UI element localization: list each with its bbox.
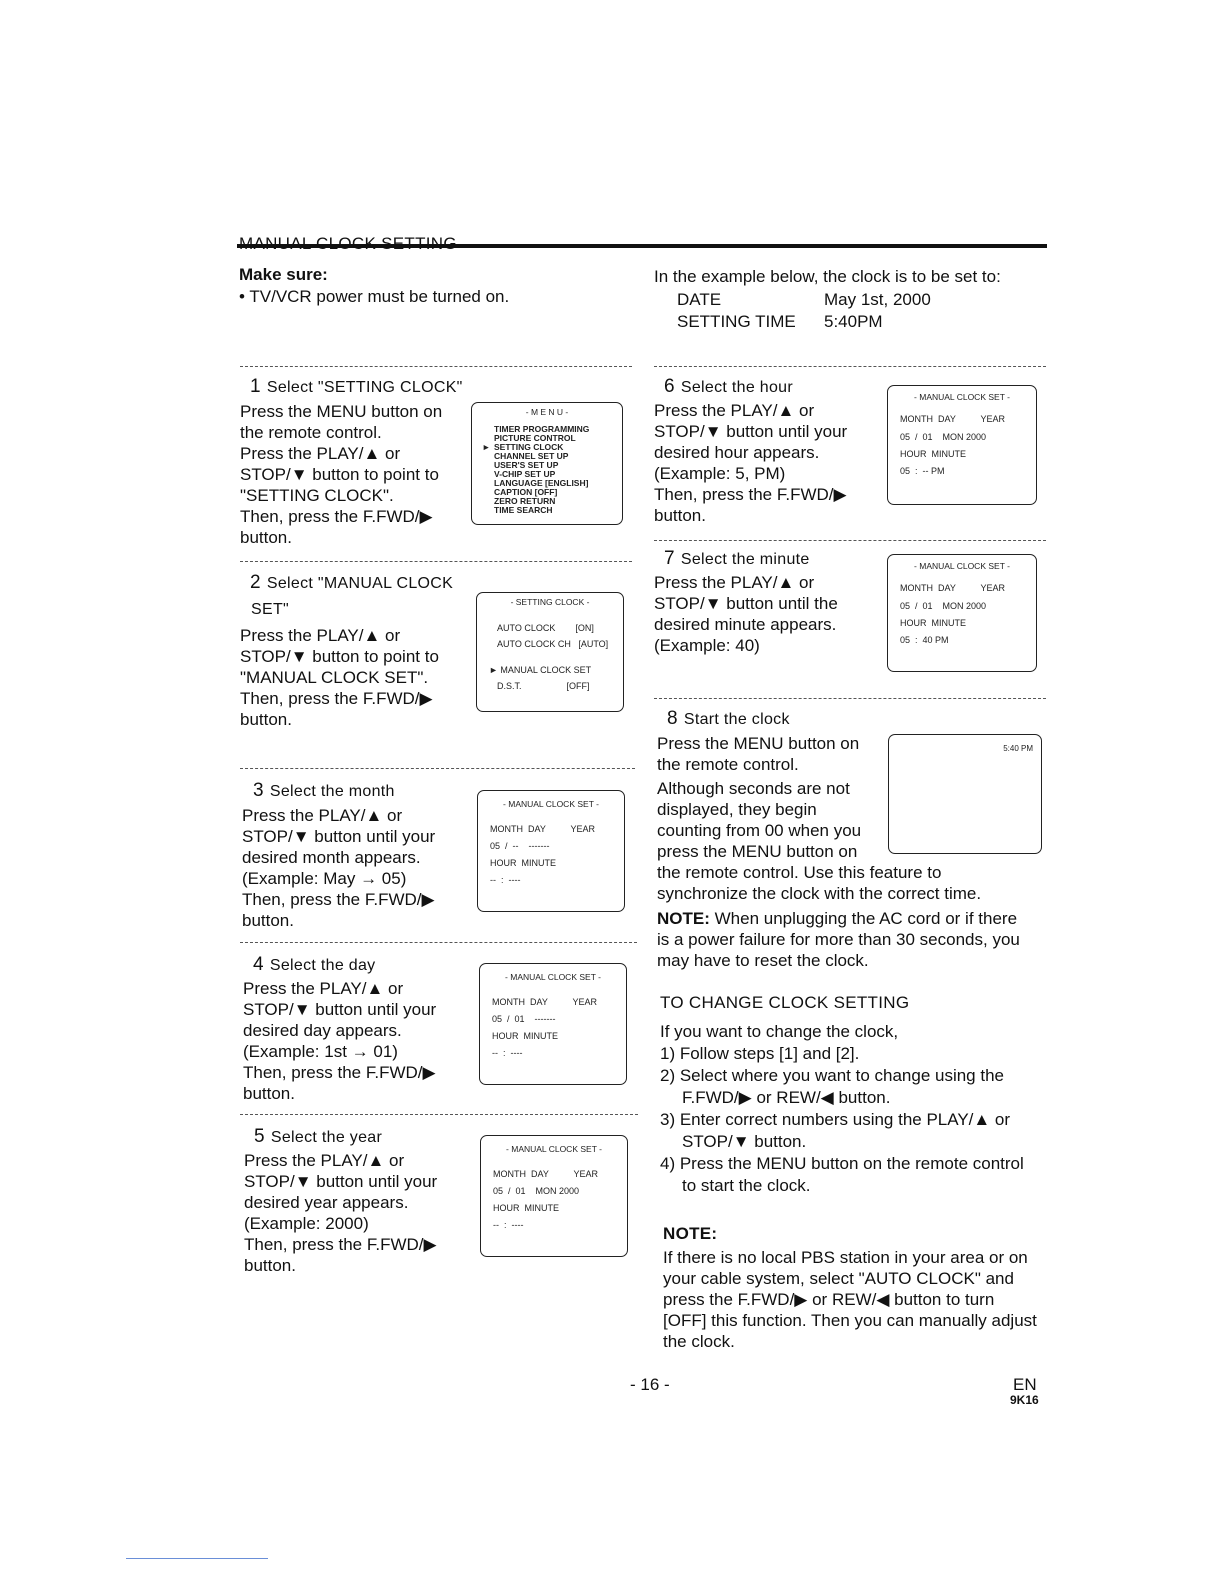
model-code: 9K16 (1010, 1393, 1039, 1407)
text-line: is a power failure for more than 30 seconds, you (657, 930, 1020, 949)
time-value: -- : ---- (493, 1220, 524, 1230)
step-number: 6 (664, 376, 675, 397)
text-line: desired day appears. (243, 1021, 402, 1040)
make-sure-item: • TV/VCR power must be turned on. (239, 287, 510, 306)
screen-title: - MANUAL CLOCK SET - (505, 972, 601, 982)
text-line: Press the PLAY/▲ or (240, 444, 401, 463)
text-line: "MANUAL CLOCK SET". (240, 668, 429, 687)
divider (240, 366, 632, 367)
example-intro: In the example below, the clock is to be set to: (654, 267, 1001, 286)
step-number: 3 (253, 780, 264, 801)
text-line: the clock. (663, 1332, 735, 1351)
manual-clock-set-row: ► MANUAL CLOCK SET (489, 665, 592, 675)
date-labels: MONTH DAY YEAR (900, 414, 1006, 424)
divider (654, 540, 1046, 541)
text-line: Press the PLAY/▲ or (243, 979, 404, 998)
text-line: Press the PLAY/▲ or (242, 806, 403, 825)
text-line: STOP/▼ button to point to (240, 465, 439, 484)
list-item: 2) Select where you want to change using the (660, 1066, 1004, 1085)
text-line: Then, press the F.FWD/▶ (242, 890, 435, 909)
menu-item: PICTURE CONTROL (494, 433, 576, 443)
text-line: counting from 00 when you (657, 821, 862, 840)
menu-item: LANGUAGE [ENGLISH] (494, 478, 589, 488)
note-title: NOTE: (663, 1224, 718, 1243)
text-line: Although seconds are not (657, 779, 850, 798)
screen-title: - MANUAL CLOCK SET - (503, 799, 599, 809)
date-value: 05 / 01 MON 2000 (900, 432, 987, 442)
date-value: 05 / 01 MON 2000 (900, 601, 987, 611)
text-line: "SETTING CLOCK". (240, 486, 394, 505)
pointer-icon: ► (482, 442, 491, 452)
step-2-body (240, 625, 439, 730)
time-labels: HOUR MINUTE (900, 618, 966, 628)
text-line: Then, press the F.FWD/▶ (654, 485, 847, 504)
text-line: STOP/▼ button until your (243, 1000, 437, 1019)
step-title-text: Select the month (269, 783, 395, 800)
menu-screen (471, 402, 623, 525)
time-labels: HOUR MINUTE (492, 1031, 558, 1041)
date-labels: MONTH DAY YEAR (493, 1169, 599, 1179)
menu-item-selected (482, 442, 589, 452)
date-label: DATE (677, 290, 722, 309)
text-line: Press the PLAY/▲ or (240, 626, 401, 645)
step-title-text: Select the hour (680, 379, 793, 396)
step-3-title (253, 780, 395, 802)
step-2-title (250, 572, 453, 594)
screen-title: - SETTING CLOCK - (510, 597, 590, 607)
text-line: (Example: May → 05) (242, 869, 407, 888)
text-line: button. (240, 710, 292, 729)
text-line: displayed, they begin (657, 800, 817, 819)
menu-item-label: SETTING CLOCK (494, 442, 564, 452)
text-line: button. (240, 528, 292, 547)
step-6-body (654, 400, 847, 526)
text-line: button. (244, 1256, 296, 1275)
menu-item: CHANNEL SET UP (494, 451, 569, 461)
step-number: 4 (253, 954, 264, 975)
step-5-body (244, 1150, 437, 1276)
step-6-title (664, 376, 793, 398)
time-value: 05 : 40 PM (900, 635, 949, 645)
text-line: Then, press the F.FWD/▶ (240, 507, 433, 526)
text-line: Then, press the F.FWD/▶ (240, 689, 433, 708)
text-line: desired hour appears. (654, 443, 820, 462)
auto-clock-row: AUTO CLOCK [ON] (497, 623, 594, 633)
text-line: (Example: 5, PM) (654, 464, 786, 483)
step-1-body (240, 401, 442, 548)
list-item: to start the clock. (682, 1176, 811, 1195)
page-number: - 16 - (630, 1375, 670, 1394)
date-labels: MONTH DAY YEAR (900, 583, 1006, 593)
text-line: STOP/▼ button to point to (240, 647, 439, 666)
dst-row: D.S.T. [OFF] (497, 681, 590, 691)
text-line: (Example: 1st → 01) (243, 1042, 398, 1061)
menu-item: V-CHIP SET UP (494, 469, 556, 479)
text-line: STOP/▼ button until your (242, 827, 436, 846)
note-body (663, 1247, 1037, 1352)
date-value: 05 / 01 MON 2000 (493, 1186, 580, 1196)
text-line: Press the PLAY/▲ or (654, 401, 815, 420)
page-title: MANUAL CLOCK SETTING (239, 234, 457, 253)
text-line: button. (243, 1084, 295, 1103)
date-labels: MONTH DAY YEAR (490, 824, 596, 834)
screen-title: - MANUAL CLOCK SET - (506, 1144, 602, 1154)
text-line: button. (654, 506, 706, 525)
menu-item: TIME SEARCH (494, 505, 553, 515)
step-title-text: Select the day (269, 957, 376, 974)
step-title-text: Select the minute (680, 551, 810, 568)
list-item: 4) Press the MENU button on the remote control (660, 1154, 1024, 1173)
language-code: EN (1013, 1375, 1037, 1394)
menu-item: USER'S SET UP (494, 460, 559, 470)
setting-clock-screen (476, 592, 624, 712)
divider (240, 1114, 638, 1115)
time-value: -- : ---- (490, 875, 521, 885)
text-line: your cable system, select "AUTO CLOCK" and (663, 1269, 1014, 1288)
text-line: [OFF] this function. Then you can manually adjust (663, 1311, 1037, 1330)
hour-screen (887, 385, 1037, 505)
menu-item: ZERO RETURN (494, 496, 556, 506)
step-title-text: Select the year (270, 1129, 383, 1146)
step-number: 7 (664, 548, 675, 569)
change-title: TO CHANGE CLOCK SETTING (660, 993, 910, 1012)
divider (240, 942, 637, 943)
text-line: Then, press the F.FWD/▶ (244, 1235, 437, 1254)
time-labels: HOUR MINUTE (900, 449, 966, 459)
step-8-title (667, 708, 790, 730)
step-number: 2 (250, 572, 261, 593)
note-label: NOTE: (657, 909, 710, 928)
step-7-title (664, 548, 810, 570)
text-line: (Example: 40) (654, 636, 760, 655)
menu-item: TIMER PROGRAMMING (494, 424, 590, 434)
change-list (660, 1021, 1024, 1197)
text-line: press the F.FWD/▶ or REW/◀ button to turn (663, 1290, 995, 1309)
step-1-title (250, 376, 463, 398)
text-line: STOP/▼ button until the (654, 594, 838, 613)
time-value: 05 : -- PM (900, 466, 945, 476)
screen-title: - M E N U - (525, 407, 569, 417)
screen-title: - MANUAL CLOCK SET - (914, 392, 1010, 402)
divider (654, 366, 1046, 367)
text-line: Press the PLAY/▲ or (244, 1151, 405, 1170)
note-line (657, 908, 1020, 929)
text-line: the remote control. (240, 423, 382, 442)
text-line: the remote control. (657, 755, 799, 774)
text-line: (Example: 2000) (244, 1214, 369, 1233)
time-labels: HOUR MINUTE (493, 1203, 559, 1213)
step-4-body (243, 978, 436, 1104)
text-line: desired year appears. (244, 1193, 409, 1212)
list-item: F.FWD/▶ or REW/◀ button. (682, 1088, 891, 1107)
text-line: desired month appears. (242, 848, 421, 867)
text-line: desired minute appears. (654, 615, 837, 634)
step-4-title (253, 954, 375, 976)
step-3-body (242, 805, 435, 931)
menu-list (482, 424, 590, 515)
year-screen (480, 1135, 628, 1257)
text-line: STOP/▼ button until your (244, 1172, 438, 1191)
text-line: Press the MENU button on (657, 734, 860, 753)
step-title-text: Select "MANUAL CLOCK (266, 575, 454, 592)
step-number: 1 (250, 376, 261, 397)
list-item: 1) Follow steps [1] and [2]. (660, 1044, 860, 1063)
step-title-text: Start the clock (683, 711, 790, 728)
divider (240, 768, 635, 769)
auto-clock-ch-row: AUTO CLOCK CH [AUTO] (497, 639, 609, 649)
menu-item: CAPTION [OFF] (494, 487, 558, 497)
text-line: synchronize the clock with the correct time. (657, 884, 982, 903)
time-label: SETTING TIME (677, 312, 796, 331)
time-value: -- : ---- (492, 1048, 523, 1058)
step-7-body (654, 572, 838, 656)
make-sure-label: Make sure: (239, 265, 328, 284)
month-screen (477, 790, 625, 912)
text-line: Press the PLAY/▲ or (654, 573, 815, 592)
text-line: Then, press the F.FWD/▶ (243, 1063, 436, 1082)
divider (654, 698, 1046, 699)
text-line: Press the MENU button on (240, 402, 443, 421)
date-value: 05 / 01 ------- (492, 1014, 556, 1024)
date-value: 05 / -- ------- (490, 841, 550, 851)
step-2-title-cont: SET" (251, 601, 289, 618)
footer-line (126, 1558, 268, 1559)
divider (240, 561, 632, 562)
date-value: May 1st, 2000 (824, 290, 931, 309)
list-item: STOP/▼ button. (682, 1132, 807, 1151)
clock-screen (888, 734, 1042, 854)
text-line: STOP/▼ button until your (654, 422, 848, 441)
day-screen (479, 963, 627, 1085)
text-line: If there is no local PBS station in your area or on (663, 1248, 1028, 1267)
step-title-text: Select "SETTING CLOCK" (266, 379, 463, 396)
note-text: When unplugging the AC cord or if there (709, 909, 1018, 928)
list-item: 3) Enter correct numbers using the PLAY/▲ or (660, 1110, 1011, 1129)
step-number: 5 (254, 1126, 265, 1147)
screen-title: - MANUAL CLOCK SET - (914, 561, 1010, 571)
text-line: press the MENU button on (657, 842, 858, 861)
step-number: 8 (667, 708, 678, 729)
text-line: button. (242, 911, 294, 930)
date-labels: MONTH DAY YEAR (492, 997, 598, 1007)
step-5-title (254, 1126, 382, 1148)
minute-screen (887, 554, 1037, 672)
text-line: may have to reset the clock. (657, 951, 869, 970)
text-line: the remote control. Use this feature to (657, 863, 942, 882)
clock-time: 5:40 PM (1003, 744, 1033, 753)
time-labels: HOUR MINUTE (490, 858, 556, 868)
change-intro: If you want to change the clock, (660, 1022, 899, 1041)
time-value: 5:40PM (824, 312, 883, 331)
